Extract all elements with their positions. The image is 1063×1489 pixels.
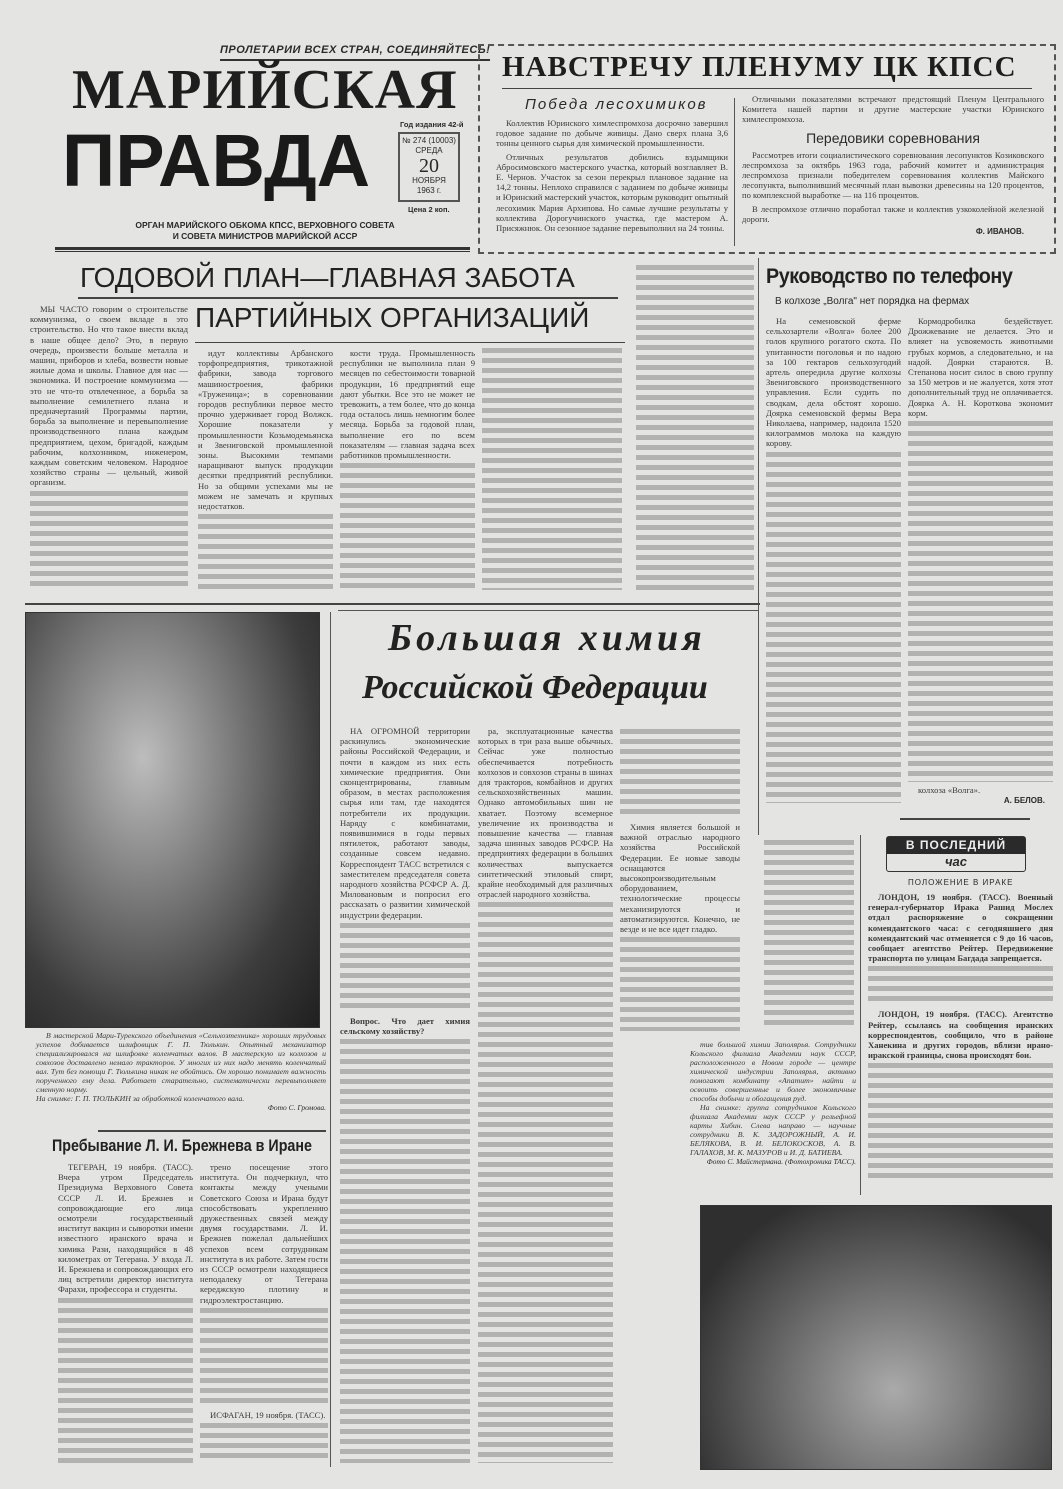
last-hour-item-1: ЛОНДОН, 19 ноября. (ТАСС). Военный генерал-губернатор Ирака Рашид Мослех отдал распоряжение о сокращении комендантского часа: с сегодняшнего дня комендантский час отменяется с 9 до 16 часов, сообщает агентство Рейтер. Передвижение транспорта по улицам Багдада запрещается. bbox=[868, 892, 1053, 964]
masthead-title-line2: ПРАВДА bbox=[62, 119, 371, 202]
text-block bbox=[30, 491, 188, 589]
last-hour-item-2: ЛОНДОН, 19 ноября. (ТАСС). Агентство Рейтер, ссылаясь на сообщения иранских корреспондентов, сообщило, что в районе Ханекина и других городов, вблизи ирано-иракской границы, снова происходят бои. bbox=[868, 1009, 1053, 1061]
photo2-credit: Фото С. Майстермана. (Фотохроника ТАСС). bbox=[706, 1157, 856, 1166]
article-title-victory: Победа лесохимиков bbox=[525, 96, 708, 113]
text-block bbox=[198, 514, 333, 589]
column-divider bbox=[734, 98, 735, 246]
text-block bbox=[340, 1039, 470, 1463]
plenum-heading: НАВСТРЕЧУ ПЛЕНУМУ ЦК КПСС bbox=[502, 51, 1017, 83]
article-paragraph: Коллектив Юринского химлеспромхоза досрочно завершил годовое задание по добыче живицы. Дано сверх плана 3,6 тонны ценного сырья для химической промышленности. bbox=[496, 118, 728, 149]
section-rule bbox=[98, 1130, 326, 1132]
phone-subhead: В колхозе „Волга" нет порядка на фермах bbox=[775, 296, 970, 307]
chem-headline-box bbox=[338, 610, 758, 718]
headline-rule bbox=[195, 342, 625, 343]
plenum-rule bbox=[502, 88, 1032, 89]
price: Цена 2 коп. bbox=[408, 205, 450, 214]
text-block bbox=[200, 1308, 328, 1407]
article-author: Ф. ИВАНОВ. bbox=[975, 227, 1024, 237]
lead-headline-2: ПАРТИЙНЫХ ОРГАНИЗАЦИЙ bbox=[195, 302, 590, 333]
lead-headline-1: ГОДОВОЙ ПЛАН—ГЛАВНАЯ ЗАБОТА bbox=[80, 262, 575, 293]
chem-column-1: НА ОГРОМНОЙ территории раскинулись экономические районы Российской Федерации, и почти в каждом из них есть химические предприятия. Они сконцентрированы, главным образом, в местах расположения сырья или там, где находятся потребители их продукции. Наряду с комбинатами, появившимися в годы первых пятилеток, работают заводы, созданные совсем недавно. Корреспондент ТАСС встретился с заместителем председателя совета народного хозяйства РСФСР А. Д. Миловановым и попросил его рассказать о развитии химической индустрии федерации. bbox=[340, 726, 470, 920]
lead-column-3: кости труда. Промышленность республики не выполнила план 9 месяцев по себестоимости товарной продукции, 16 предприятий еще дают убытки. Все это не может не тревожить, а тем более, что до конца года осталось лишь немногим более месяца. Борьба за годовой план, выполнение его по всем показателям — главная задача всех работников промышленности. bbox=[340, 348, 475, 461]
organ-line-2: И СОВЕТА МИНИСТРОВ МАРИЙСКОЙ АССР bbox=[172, 231, 358, 241]
photo-kola-scientists bbox=[700, 1205, 1052, 1470]
phone-headline: Руководство по телефону bbox=[766, 265, 1013, 288]
weekday: СРЕДА bbox=[415, 146, 443, 155]
issue-date-box bbox=[398, 132, 460, 202]
phone-author: А. БЕЛОВ. bbox=[1003, 796, 1045, 805]
column-divider bbox=[758, 258, 759, 835]
chem-question: Вопрос. Что дает химия сельскому хозяйству? bbox=[340, 1015, 470, 1037]
text-block bbox=[478, 902, 613, 1463]
text-block bbox=[636, 265, 754, 590]
last-hour-title: ПОЛОЖЕНИЕ В ИРАКЕ bbox=[908, 878, 1014, 887]
edition-year: Год издания 42-й bbox=[400, 120, 464, 129]
masthead-slogan: ПРОЛЕТАРИИ ВСЕХ СТРАН, СОЕДИНЯЙТЕСЬ! bbox=[220, 44, 490, 61]
article-title-leaders: Передовики соревнования bbox=[806, 129, 980, 146]
organ-line bbox=[110, 220, 420, 242]
phone-column-1: На семеновской ферме сельхозартели «Волга» более 200 голов крупного рогатого скота. По упитанности поголовья и по надою за 100 гектаров сельхозугодий артель опередила другие колхозы Звениговского производственного управления. Если судить по сводкам, дела обстоят хорошо. Доярка семеновской фермы Вера Николаева, например, надоила 1520 килограммов молока на каждую корову. bbox=[766, 316, 901, 449]
lead-column-1: МЫ ЧАСТО говорим о строительстве коммунизма, о своем вкладе в это строительство. Но что такое внести вклад в наше общее дело? Это, в первую очередь, произвести больше металла и машин, приборов и хлеба, возвести новые жилые дома и школы. Главное для нас — экономика. И построение коммунизма — это не что-то отвлеченное, а борьба за выполнение семилетнего плана и предначертаний Программы партии, борьба за выполнение и перевыполнение производственного плана каждым предприятием, цехом, бригадой, каждым рабочим, колхозником, инженером, каждым советским человеком. Народное хозяйство страны — цельный, живой организм. bbox=[30, 304, 188, 488]
text-block bbox=[340, 923, 470, 1013]
chem-column-2: ра, эксплуатационные качества которых в три раза выше обычных. Сейчас уже полностью обеспечивается потребность колхозов и совхозов страны в шинах для тракторов, комбайнов и других сельскохозяйственных машин. Однако автомобильных шин не хватает. Поэтому всемерное увеличение их производства и повышение качества — главная задача шинных заводов РСФСР. На предприятиях федерации в больших количествах выпускается синтетический этиловый спирт, крайне необходимый для различных отраслей народного хозяйства. bbox=[478, 726, 613, 900]
plenum-box bbox=[478, 44, 1056, 254]
brezhnev-headline: Пребывание Л. И. Брежнева в Иране bbox=[52, 1136, 312, 1155]
text-block bbox=[620, 729, 740, 819]
text-block bbox=[58, 1298, 193, 1463]
column-divider bbox=[330, 612, 331, 1467]
text-block bbox=[340, 463, 475, 589]
issue-number: № 274 (10003) bbox=[402, 136, 456, 145]
photo1-credit: Фото С. Громова. bbox=[267, 1103, 326, 1112]
photo2-on-photo: На снимке: группа сотрудников Кольского филиала Академии наук СССР у рельефной карты Хибин. Слева направо — научные сотрудники В. К. ЗАДОРОЖНЫЙ, А. И. БЕЛЯКОВА, В. И. БЕЛОКОСКОВ, А. В. ГАЛАХОВ, М. К. МАЗУРОВ и И. Д. БАТИЕВА. bbox=[690, 1103, 856, 1157]
article-paragraph: Отличных результатов добились вздымщики Абросимовского мастерского участка, который возглавляет В. Е. Чернов. Участок за сезон перекрыл плановое задание на 14,2 тонны. Неплохо справился с заданием по добыче живицы и Юринский мастерский участок, которым руководит опытный лесохимик Мария Архипова. Но самые лучшие результаты у коллектива Дорогучинского участка, где мастером А. Присяжнюк. Он сезонное задание перевыполнил на 24 тонны. bbox=[496, 151, 728, 234]
photo1-caption: В мастерской Мари-Турекского объединения «Сельхозтехника» хороших трудовых успехов добивается шлифовщик Г. П. Тюлькин. Опытный механизатор специализировался на шлифовке коленчатых валов. В мастерскую из колхозов и совхозов доставлено немало тракторов. У многих из них надо менять коленчатый вал. Тут без помощи Г. Тюлькина никак не обойтись. Он хорошо понимает важность порученного ему дела. Работает старательно, систематически перевыполняет сменную норму. bbox=[36, 1031, 326, 1094]
article-paragraph: В леспромхозе отлично поработал также и коллектив узкоколейной железной дороги. bbox=[742, 203, 1044, 224]
text-block bbox=[908, 421, 1053, 782]
photo2-caption: тив большой химии Заполярья. Сотрудники Кольского филиала Академии наук СССР, расположенного в Новом городе — центре химической индустрии Заполярья, активно помогают комбинату «Апатит» найти и освоить совершенные и более экономичные способы добычи и обогащения руд. bbox=[690, 1040, 856, 1103]
text-block bbox=[764, 840, 854, 1030]
organ-line-1: ОРГАН МАРИЙСКОГО ОБКОМА КПСС, ВЕРХОВНОГО СОВЕТА bbox=[135, 220, 395, 230]
phone-column-2: Кормодробилка бездействует. Дрожжевание не делается. Это и влияет на усвояемость животными грубых кормов, а следовательно, и на надой. Доярки стараются. В. Степанова носит силос в свою группу за 150 метров и не жалуется, хотя этот дополнительный труд не оплачивается. Доярка А. Н. Короткова экономит корм. bbox=[908, 316, 1053, 418]
chem-headline-2: Российской Федерации bbox=[362, 669, 708, 706]
text-block bbox=[200, 1423, 328, 1463]
text-block bbox=[766, 452, 901, 803]
section-rule bbox=[25, 603, 760, 605]
photo1-on-photo: На снимке: Г. П. ТЮЛЬКИН за обработкой коленчатого вала. bbox=[36, 1094, 245, 1103]
phone-closing: колхоза «Волга». bbox=[918, 784, 981, 795]
masthead-title-line1: МАРИЙСКАЯ bbox=[72, 59, 458, 121]
article-paragraph: Рассмотрев итоги социалистического соревнования лесопунктов Козиковского леспромхоза за октябрь 1963 года, рабочий комитет и администрация леспромхоза признали победителем соревнования коллектив Майского лесопункта, выполнивший месячный план вывозки древесины на 120 процентов, по комплексной выработке — на 116 процентов. bbox=[742, 149, 1044, 201]
column-divider bbox=[860, 835, 861, 1195]
article-paragraph: Отличными показателями встречают предстоящий Пленум Центрального Комитета нашей партии и другие мастерские участки Юринского химлеспромхоза. bbox=[742, 94, 1044, 125]
text-block bbox=[868, 966, 1053, 1006]
masthead-rule bbox=[55, 247, 470, 252]
last-hour-badge bbox=[886, 836, 1026, 872]
brezhnev-column-2: трено посещение этого института. Он подчеркнул, что контакты между учеными Советского Союза и Ирана будут способствовать укреплению дружественных связей между двумя государствами. Л. И. Брежнев пожелал дальнейших успехов всем сотрудникам института в их работе. Затем гости из СССР осмотрели находящиеся неподалеку от Тегерана кереджскую плотину и гидроэлектростанцию. bbox=[200, 1162, 328, 1305]
day: 20 bbox=[419, 155, 439, 177]
text-block bbox=[620, 937, 740, 1031]
month: НОЯБРЯ bbox=[412, 176, 446, 185]
last-hour-badge-line2: час bbox=[944, 854, 968, 869]
chem-column-3: Химия является большой и важной отраслью народного хозяйства Российской Федерации. Ее новые заводы оснащаются высокопроизводительным оборудованием, технологические процессы механизируются и автоматизируются. Конечно, не везде и не все идет гладко. bbox=[620, 822, 740, 935]
text-block bbox=[482, 348, 622, 590]
text-block bbox=[868, 1063, 1053, 1179]
chem-headline-1: Большая химия bbox=[388, 617, 706, 659]
lead-column-2: идут коллективы Арбанского торфопредприятия, трикотажной фабрики, завода торгового машиностроения, фабрики «Труженица»; в соревновании городов республики первое место прочно удерживает город Волжск. Хорошие показатели у промышленности Козьмодемьянска и Звениговской промышленной зоны. Высокими темпами наращивают выпуск продукции десятки предприятий республики. Но за общими успехами мы не можем не замечать и крупных недостатков. bbox=[198, 348, 333, 512]
brezhnev-isfahan: ИСФАГАН, 19 ноября. (ТАСС). bbox=[210, 1409, 326, 1420]
brezhnev-column-1: ТЕГЕРАН, 19 ноября. (ТАСС). Вчера утром Председатель Президиума Верховного Совета СССР Л. И. Брежнев и сопровождающие его лица осмотрели государственный институт вакцин и сыворотки имени известного иранского врача и химика Рази, находящийся в 48 километрах от Тегерана. У входа Л. И. Брежнева и сопровождающих его лиц встретили директор института Фарахи, профессора и студенты. bbox=[58, 1162, 193, 1295]
photo-grinder-worker bbox=[25, 612, 320, 1028]
last-hour-badge-line1: В ПОСЛЕДНИЙ bbox=[887, 837, 1025, 854]
year: 1963 г. bbox=[416, 186, 442, 195]
arrow-rule bbox=[900, 818, 1030, 820]
headline-rule bbox=[78, 297, 618, 299]
